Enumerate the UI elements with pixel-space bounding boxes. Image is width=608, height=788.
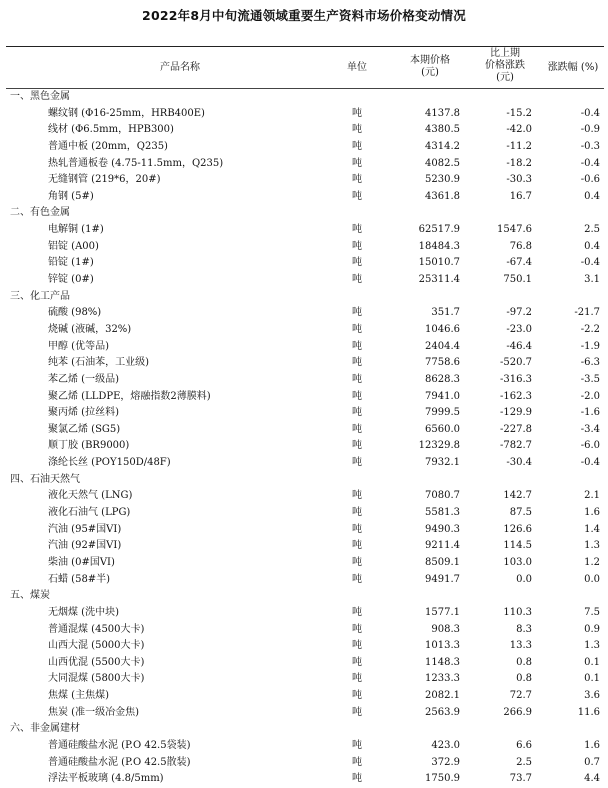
price-cell: 1750.9	[425, 773, 460, 785]
change-cell: 13.3	[509, 640, 532, 652]
pct-cell: -2.0	[580, 390, 600, 402]
unit-cell: 吨	[352, 190, 362, 202]
change-cell: 16.7	[509, 190, 532, 202]
category-label: 五、煤炭	[10, 590, 50, 602]
product-name: 普通混煤 (4500大卡)	[48, 623, 145, 635]
table-row	[0, 605, 608, 622]
product-name: 顺丁胶 (BR9000)	[48, 440, 130, 452]
unit-cell: 吨	[352, 257, 362, 269]
table-row	[0, 771, 608, 788]
change-cell: -97.2	[506, 307, 532, 319]
product-name: 山西大混 (5000大卡)	[48, 640, 145, 652]
change-cell: -316.3	[499, 373, 532, 385]
product-name: 无缝钢管 (219*6，20#)	[48, 174, 161, 186]
pct-cell: 1.3	[584, 540, 600, 552]
unit-cell: 吨	[352, 307, 362, 319]
product-name: 聚丙烯 (拉丝料)	[48, 407, 119, 419]
category-label: 一、黑色金属	[10, 91, 70, 102]
price-cell: 8509.1	[425, 556, 460, 568]
unit-cell: 吨	[352, 673, 362, 685]
price-cell: 9491.7	[425, 573, 460, 585]
price-cell: 4361.8	[425, 190, 460, 202]
header-change	[470, 48, 540, 84]
pct-cell: 1.6	[584, 739, 600, 751]
change-cell: 103.0	[503, 556, 532, 568]
change-cell: -46.4	[506, 340, 532, 352]
product-name: 液化石油气 (LPG)	[48, 507, 131, 519]
unit-cell: 吨	[352, 656, 362, 668]
table-row	[0, 339, 608, 356]
pct-cell: -2.2	[580, 323, 600, 335]
product-name: 大同混煤 (5800大卡)	[48, 673, 145, 685]
change-cell: 266.9	[503, 706, 532, 718]
pct-cell: -0.3	[580, 140, 600, 152]
table-row	[0, 755, 608, 772]
unit-cell: 吨	[352, 224, 362, 236]
change-cell: -520.7	[499, 357, 532, 369]
table-row	[0, 322, 608, 339]
unit-cell: 吨	[352, 157, 362, 169]
product-name: 液化天然气 (LNG)	[48, 490, 133, 502]
product-name: 浮法平板玻璃 (4.8/5mm)	[48, 773, 164, 785]
price-cell: 7999.5	[425, 407, 460, 419]
pct-cell: -0.4	[580, 257, 600, 269]
table-row	[0, 622, 608, 639]
table-row	[0, 555, 608, 572]
change-cell: 0.8	[516, 673, 532, 685]
price-cell: 4314.2	[425, 140, 460, 152]
price-cell: 1046.6	[425, 323, 460, 335]
pct-cell: 0.4	[584, 240, 600, 252]
change-cell: -129.9	[499, 407, 532, 419]
price-cell: 908.3	[431, 623, 460, 635]
change-cell: -42.0	[506, 124, 532, 136]
table-row	[0, 738, 608, 755]
product-name: 普通中板 (20mm，Q235)	[48, 140, 168, 152]
price-cell: 2404.4	[425, 340, 460, 352]
unit-cell: 吨	[352, 423, 362, 435]
pct-cell: 2.1	[584, 490, 600, 502]
change-cell: 8.3	[516, 623, 532, 635]
pct-cell: 0.4	[584, 190, 600, 202]
change-cell: 110.3	[503, 606, 532, 618]
unit-cell: 吨	[352, 407, 362, 419]
change-cell: 142.7	[503, 490, 532, 502]
product-name: 柴油 (0#国VI)	[48, 556, 115, 568]
table-row	[0, 671, 608, 688]
table-row	[0, 189, 608, 206]
unit-cell: 吨	[352, 124, 362, 136]
table-row	[0, 505, 608, 522]
unit-cell: 吨	[352, 690, 362, 702]
pct-cell: -1.9	[580, 340, 600, 352]
change-cell: -23.0	[506, 323, 532, 335]
table-row	[0, 106, 608, 123]
change-cell: 87.5	[509, 507, 532, 519]
price-cell: 9490.3	[425, 523, 460, 535]
category-label: 四、石油天然气	[10, 473, 80, 485]
table-row	[0, 372, 608, 389]
change-cell: -15.2	[506, 107, 532, 119]
header-price-line1: 本期价格	[410, 55, 450, 66]
unit-cell: 吨	[352, 107, 362, 119]
unit-cell: 吨	[352, 756, 362, 768]
category-row	[0, 205, 608, 222]
product-name: 角钢 (5#)	[48, 190, 94, 202]
price-cell: 1148.3	[425, 656, 460, 668]
header-price-line2: (元)	[421, 67, 439, 78]
product-name: 汽油 (95#国VI)	[48, 523, 122, 535]
change-cell: -67.4	[506, 257, 532, 269]
unit-cell: 吨	[352, 490, 362, 502]
change-cell: 0.8	[516, 656, 532, 668]
category-row	[0, 588, 608, 605]
product-name: 山西优混 (5500大卡)	[48, 656, 145, 668]
unit-cell: 吨	[352, 274, 362, 286]
price-cell: 5230.9	[425, 174, 460, 186]
price-cell: 4137.8	[425, 107, 460, 119]
unit-cell: 吨	[352, 739, 362, 751]
pct-cell: 1.6	[584, 507, 600, 519]
unit-cell: 吨	[352, 174, 362, 186]
table-row	[0, 538, 608, 555]
pct-cell: -0.4	[580, 107, 600, 119]
category-row	[0, 89, 608, 106]
pct-cell: 1.2	[584, 556, 600, 568]
pct-cell: 0.1	[584, 673, 600, 685]
unit-cell: 吨	[352, 640, 362, 652]
product-name: 普通硅酸盐水泥 (P.O 42.5袋装)	[48, 739, 191, 751]
category-row	[0, 721, 608, 738]
pct-cell: 7.5	[584, 606, 600, 618]
unit-cell: 吨	[352, 556, 362, 568]
table-row	[0, 638, 608, 655]
price-cell: 6560.0	[425, 423, 460, 435]
price-cell: 7932.1	[425, 457, 460, 469]
product-name: 锌锭 (0#)	[48, 274, 94, 286]
table-row	[0, 705, 608, 722]
unit-cell: 吨	[352, 773, 362, 785]
category-row	[0, 472, 608, 489]
product-name: 线材 (Φ6.5mm，HPB300)	[48, 124, 174, 136]
product-name: 纯苯 (石油苯，工业级)	[48, 357, 149, 369]
pct-cell: 3.1	[584, 274, 600, 286]
unit-cell: 吨	[352, 606, 362, 618]
unit-cell: 吨	[352, 573, 362, 585]
change-cell: 2.5	[516, 756, 532, 768]
change-cell: -11.2	[506, 140, 532, 152]
product-name: 普通硅酸盐水泥 (P.O 42.5散装)	[48, 756, 191, 768]
table-row	[0, 488, 608, 505]
unit-cell: 吨	[352, 340, 362, 352]
table-row	[0, 688, 608, 705]
change-cell: -18.2	[506, 157, 532, 169]
pct-cell: -0.6	[580, 174, 600, 186]
change-cell: 6.6	[516, 739, 532, 751]
price-cell: 5581.3	[425, 507, 460, 519]
page-title: 2022年8月中旬流通领域重要生产资料市场价格变动情况	[142, 8, 466, 23]
unit-cell: 吨	[352, 706, 362, 718]
product-name: 聚氯乙烯 (SG5)	[48, 423, 121, 435]
pct-cell: -0.4	[580, 157, 600, 169]
table-row	[0, 156, 608, 173]
product-name: 石蜡 (58#半)	[48, 573, 111, 585]
pct-cell: 1.4	[584, 523, 600, 535]
table-row	[0, 438, 608, 455]
change-cell: 73.7	[509, 773, 532, 785]
pct-cell: -0.4	[580, 457, 600, 469]
price-cell: 62517.9	[418, 224, 460, 236]
table-row	[0, 255, 608, 272]
table-row	[0, 355, 608, 372]
unit-cell: 吨	[352, 623, 362, 635]
unit-cell: 吨	[352, 540, 362, 552]
pct-cell: -3.5	[580, 373, 600, 385]
pct-cell: 4.4	[584, 773, 600, 785]
unit-cell: 吨	[352, 457, 362, 469]
price-cell: 1233.3	[425, 673, 460, 685]
pct-cell: 0.1	[584, 656, 600, 668]
pct-cell: 11.6	[577, 706, 600, 718]
unit-cell: 吨	[352, 357, 362, 369]
pct-cell: 0.9	[584, 623, 600, 635]
pct-cell: 2.5	[584, 224, 600, 236]
product-name: 焦炭 (准一级冶金焦)	[48, 706, 139, 718]
price-cell: 25311.4	[418, 274, 460, 286]
change-cell: -30.4	[506, 457, 532, 469]
change-cell: 72.7	[509, 690, 532, 702]
unit-cell: 吨	[352, 440, 362, 452]
product-name: 铅锭 (1#)	[48, 257, 94, 269]
price-cell: 18484.3	[418, 240, 460, 252]
table-row	[0, 405, 608, 422]
change-cell: -162.3	[499, 390, 532, 402]
change-cell: 0.0	[516, 573, 532, 585]
product-name: 硫酸 (98%)	[48, 307, 102, 319]
table-row	[0, 522, 608, 539]
table-row	[0, 422, 608, 439]
header-price	[395, 55, 465, 79]
pct-cell: -3.4	[580, 423, 600, 435]
table-row	[0, 239, 608, 256]
product-name: 汽油 (92#国VI)	[48, 540, 122, 552]
category-label: 六、非金属建材	[10, 723, 80, 735]
product-name: 甲醇 (优等品)	[48, 340, 109, 352]
price-cell: 12329.8	[418, 440, 460, 452]
header-change-line3: (元)	[496, 72, 514, 83]
category-label: 二、有色金属	[10, 207, 70, 219]
header-unit: 单位	[347, 62, 367, 73]
price-cell: 7758.6	[425, 357, 460, 369]
product-name: 苯乙烯 (一级品)	[48, 373, 119, 385]
product-name: 热轧普通板卷 (4.75-11.5mm，Q235)	[48, 157, 224, 169]
pct-cell: 3.6	[584, 690, 600, 702]
table-row	[0, 139, 608, 156]
price-cell: 372.9	[431, 756, 460, 768]
product-name: 无烟煤 (洗中块)	[48, 606, 119, 618]
pct-cell: -6.0	[580, 440, 600, 452]
change-cell: 1547.6	[497, 224, 532, 236]
unit-cell: 吨	[352, 390, 362, 402]
pct-cell: 0.0	[584, 573, 600, 585]
table-row	[0, 572, 608, 589]
pct-cell: -0.9	[580, 124, 600, 136]
change-cell: 114.5	[503, 540, 532, 552]
unit-cell: 吨	[352, 323, 362, 335]
table-row	[0, 305, 608, 322]
unit-cell: 吨	[352, 373, 362, 385]
product-name: 聚乙烯 (LLDPE，熔融指数2薄膜料)	[48, 390, 211, 402]
product-name: 电解铜 (1#)	[48, 224, 104, 236]
price-cell: 9211.4	[425, 540, 460, 552]
table-row	[0, 389, 608, 406]
change-cell: -227.8	[499, 423, 532, 435]
category-row	[0, 289, 608, 306]
product-name: 涤纶长丝 (POY150D/48F)	[48, 457, 171, 469]
pct-cell: 1.3	[584, 640, 600, 652]
table-body	[0, 89, 608, 788]
header-name: 产品名称	[160, 62, 200, 73]
change-cell: 76.8	[509, 240, 532, 252]
unit-cell: 吨	[352, 523, 362, 535]
unit-cell: 吨	[352, 507, 362, 519]
price-cell: 4082.5	[425, 157, 460, 169]
table-row	[0, 272, 608, 289]
product-name: 烧碱 (液碱，32%)	[48, 323, 132, 335]
price-cell: 4380.5	[425, 124, 460, 136]
change-cell: 126.6	[503, 523, 532, 535]
price-cell: 7941.0	[425, 390, 460, 402]
product-name: 螺纹钢 (Φ16-25mm，HRB400E)	[48, 107, 205, 119]
price-cell: 7080.7	[425, 490, 460, 502]
pct-cell: -1.6	[580, 407, 600, 419]
header-change-line2: 价格涨跌	[485, 60, 525, 71]
price-cell: 15010.7	[418, 257, 460, 269]
table-row	[0, 655, 608, 672]
table-row	[0, 222, 608, 239]
pct-cell: 0.7	[584, 756, 600, 768]
price-cell: 1013.3	[425, 640, 460, 652]
table-header	[0, 47, 608, 88]
unit-cell: 吨	[352, 140, 362, 152]
pct-cell: -6.3	[580, 357, 600, 369]
unit-cell: 吨	[352, 240, 362, 252]
table-row	[0, 455, 608, 472]
header-pct: 涨跌幅 (%)	[547, 62, 599, 73]
change-cell: -782.7	[499, 440, 532, 452]
product-name: 焦煤 (主焦煤)	[48, 690, 109, 702]
product-name: 铝锭 (A00)	[48, 240, 99, 252]
price-cell: 1577.1	[425, 606, 460, 618]
price-cell: 423.0	[431, 739, 460, 751]
price-cell: 351.7	[431, 307, 460, 319]
table-row	[0, 122, 608, 139]
pct-cell: -21.7	[574, 307, 600, 319]
price-cell: 8628.3	[425, 373, 460, 385]
change-cell: 750.1	[503, 274, 532, 286]
price-cell: 2082.1	[425, 690, 460, 702]
change-cell: -30.3	[506, 174, 532, 186]
table-row	[0, 172, 608, 189]
price-cell: 2563.9	[425, 706, 460, 718]
header-change-line1: 比上期	[490, 48, 520, 59]
category-label: 三、化工产品	[10, 290, 70, 302]
